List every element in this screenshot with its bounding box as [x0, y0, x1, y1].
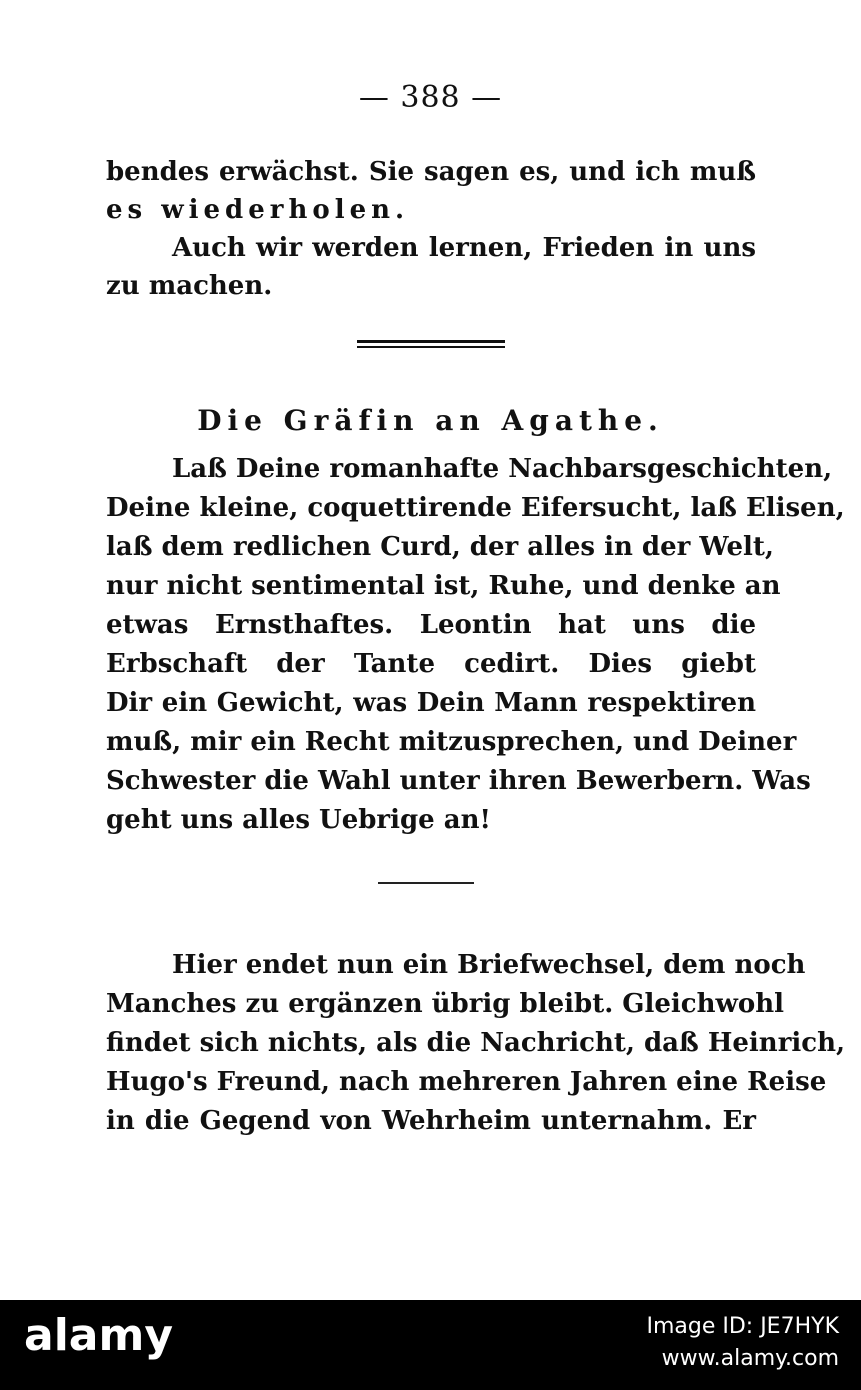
text-line: Dir ein Gewicht, was Dein Mann respektiren — [106, 688, 756, 718]
text-line: bendes erwächst. Sie sagen es, und ich muß — [106, 157, 756, 187]
watermark-banner — [0, 1300, 861, 1390]
text-line: es wiederholen. — [106, 195, 410, 225]
text-line: in die Gegend von Wehrheim unternahm. Er — [106, 1106, 756, 1136]
page-number: — 388 — — [358, 80, 503, 115]
brand-logo: alamy — [24, 1310, 173, 1361]
text-line: zu machen. — [106, 271, 273, 301]
text-line: nur nicht sentimental ist, Ruhe, und denke an — [106, 571, 781, 601]
image-id-label: Image ID: JE7HYK — [646, 1314, 839, 1339]
site-url: www.alamy.com — [661, 1346, 839, 1371]
section-divider — [378, 882, 474, 884]
text-line: Erbschaft der Tante cedirt. Dies giebt — [106, 649, 756, 679]
text-line: geht uns alles Uebrige an! — [106, 805, 491, 835]
text-line: muß, mir ein Recht mitzusprechen, und Deiner — [106, 727, 797, 757]
text-line: findet sich nichts, als die Nachricht, daß Heinrich, — [106, 1028, 846, 1058]
letter-heading: Die Gräfin an Agathe. — [197, 404, 664, 437]
text-line: Manches zu ergänzen übrig bleibt. Gleichwohl — [106, 989, 785, 1019]
text-line: Hier endet nun ein Briefwechsel, dem noch — [172, 950, 806, 980]
text-line: Deine kleine, coquettirende Eifersucht, laß Elisen, — [106, 493, 845, 523]
text-line: etwas Ernsthaftes. Leontin hat uns die — [106, 610, 756, 640]
text-line: Auch wir werden lernen, Frieden in uns — [172, 233, 756, 263]
text-line: laß dem redlichen Curd, der alles in der Welt, — [106, 532, 774, 562]
text-line: Hugo's Freund, nach mehreren Jahren eine Reise — [106, 1067, 827, 1097]
text-line: Schwester die Wahl unter ihren Bewerbern. Was — [106, 766, 811, 796]
text-line: Laß Deine romanhafte Nachbarsgeschichten, — [172, 454, 833, 484]
section-divider — [357, 340, 505, 348]
